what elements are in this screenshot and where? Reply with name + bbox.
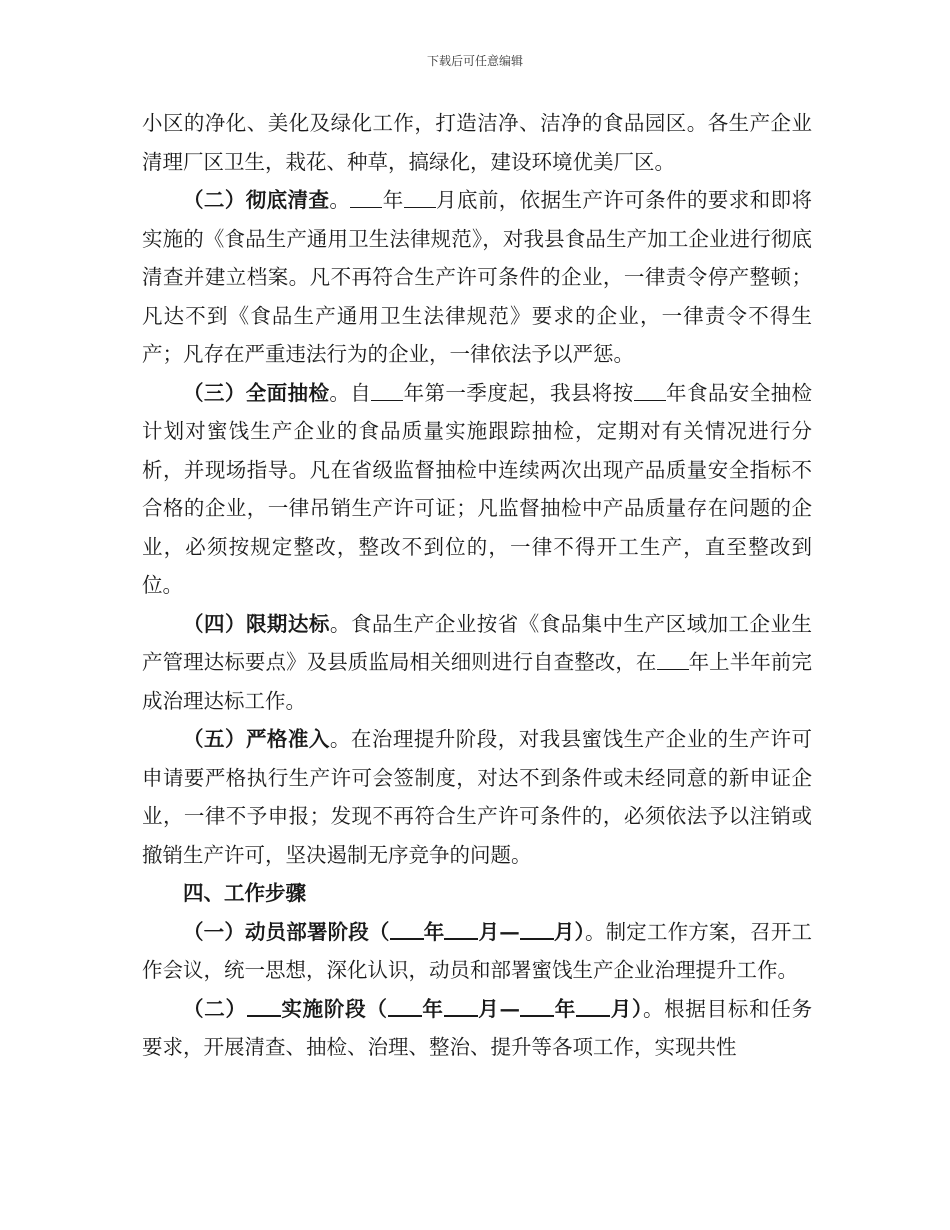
- blank-line: [444, 996, 478, 1016]
- section-title: （二）彻底清查: [183, 188, 330, 212]
- page-header: 下载后可任意编辑: [426, 54, 523, 68]
- step-mobilization: （一）动员部署阶段（ 年 月— 月）。制定工作方案，召开工作会议，统一思想，深化认识，动员和部署蜜饯生产企业治理提升工作。: [142, 919, 813, 982]
- document-body: [142, 104, 812, 1067]
- blank-line: [634, 381, 666, 400]
- blank-line: [390, 919, 424, 939]
- paragraph-intro: 小区的净化、美化及绿化工作，打造洁净、洁净的食品园区。各生产企业清理厂区卫生，栽花、种草，搞绿化，建设环境优美厂区。: [142, 111, 812, 174]
- blank-line: [576, 996, 610, 1016]
- section-deadline-compliance: （四）限期达标。食品生产企业按省《食品集中生产区域加工企业生产管理达标要点》及县质监局相关细则进行自查整改，在 年上半年前完成治理达标工作。: [142, 611, 813, 713]
- blank-line: [350, 189, 382, 208]
- section-strict-access: （五）严格准入。在治理提升阶段，对我县蜜饯生产企业的生产许可申请要严格执行生产许可会签制度，对达不到条件或未经同意的新申证企业，一律不予申报；发现不再符合生产许可条件的，必须依法予以注销或撤销生产许可，坚决遏制无序竞争的问题。: [142, 727, 813, 867]
- blank-line: [657, 651, 689, 670]
- blank-line: [520, 919, 554, 939]
- section-title: （三）全面抽检: [183, 380, 330, 405]
- section-title: （四）限期达标: [183, 611, 330, 636]
- section-full-sampling: （三）全面抽检。自 年第一季度起，我县将按 年食品安全抽检计划对蜜饯生产企业的食品质量实施跟踪抽检，定期对有关情况进行分析，并现场指导。凡在省级监督抽检中连续两次出现产品质量安全指标不合格的企业，一律吊销生产许可证；凡监督抽检中产品质量存在问题的企业，必须按规定整改，整改不到位的，一律不得开工生产，直至整改到位。: [142, 380, 813, 597]
- blank-line: [404, 189, 436, 208]
- blank-line: [388, 996, 422, 1016]
- blank-line: [520, 996, 554, 1016]
- section-title: （五）严格准入: [183, 727, 330, 751]
- blank-line: [247, 996, 281, 1016]
- section-thorough-inspection: （二）彻底清查。 年 月底前，依据生产许可条件的要求和即将实施的《食品生产通用卫生法律规范》，对我县食品生产加工企业进行彻底清查并建立档案。凡不再符合生产许可条件的企业，一律责令停产整顿；凡达不到《食品生产通用卫生法律规范》要求的企业，一律责令不得生产；凡存在严重违法行为的企业，一律依法予以严惩。: [142, 188, 813, 366]
- blank-line: [371, 381, 403, 400]
- heading-work-steps: 四、工作步骤: [183, 881, 306, 905]
- step-implementation: （二） 实施阶段（ 年 月— 年 月）。根据目标和任务要求，开展清查、抽检、治理、整治、提升等各项工作，实现共性: [142, 996, 813, 1059]
- blank-line: [444, 919, 478, 939]
